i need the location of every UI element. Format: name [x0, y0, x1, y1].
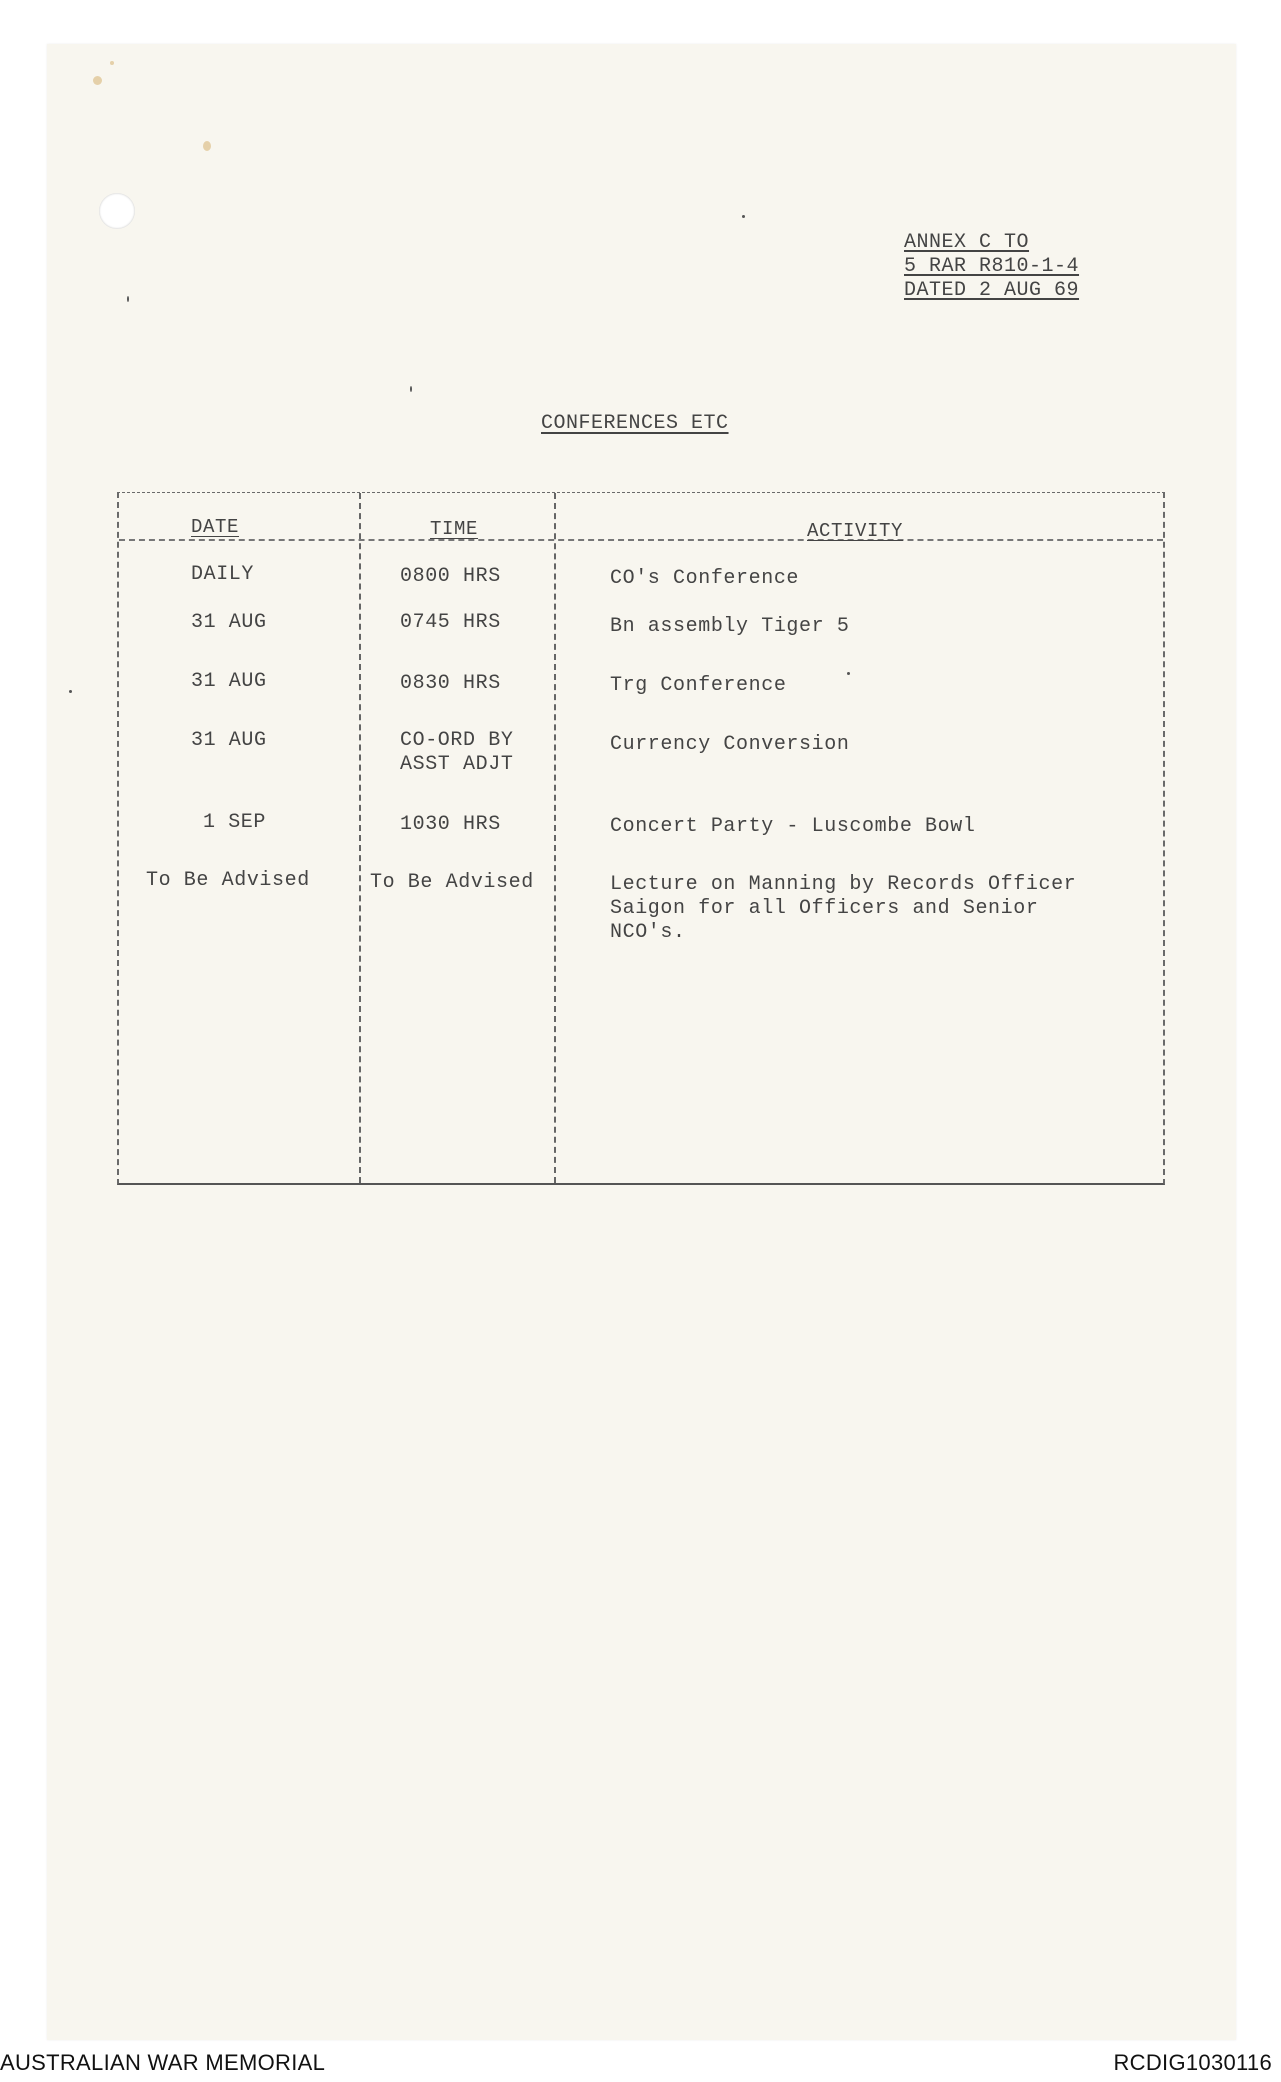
header-time: TIME	[430, 518, 479, 540]
row-2-time: 0745 HRS	[400, 611, 501, 634]
annex-line-3: DATED 2 AUG 69	[904, 279, 1080, 302]
paper-stain	[110, 61, 114, 65]
footer-document-id: RCDIG1030116	[1113, 2050, 1272, 2075]
paper-stain	[203, 141, 211, 151]
header-date: DATE	[191, 516, 240, 538]
paper-speck	[742, 215, 745, 218]
document-title: CONFERENCES ETC	[541, 412, 729, 435]
row-5-date: 1 SEP	[203, 811, 267, 834]
row-6-date: To Be Advised	[146, 869, 310, 892]
paper-stain	[93, 76, 102, 85]
row-5-activity: Concert Party - Luscombe Bowl	[610, 815, 976, 838]
annex-reference	[904, 231, 1079, 303]
paper-speck	[69, 690, 72, 693]
row-1-date: DAILY	[191, 563, 255, 586]
row-4-activity: Currency Conversion	[610, 733, 850, 756]
row-3-time: 0830 HRS	[400, 672, 501, 695]
row-6-activity: Lecture on Manning by Records Officer Saigon for all Officers and Senior NCO's.	[610, 873, 1077, 944]
schedule-table	[117, 492, 1165, 1185]
row-2-date: 31 AUG	[191, 611, 267, 634]
row-5-time: 1030 HRS	[400, 813, 501, 836]
row-1-activity: CO's Conference	[610, 567, 800, 590]
column-divider	[359, 493, 361, 1183]
annex-line-1: ANNEX C TO	[904, 231, 1030, 254]
row-4-time: CO-ORD BY ASST ADJT	[400, 729, 514, 776]
header-divider	[119, 539, 1163, 541]
column-divider	[554, 493, 556, 1183]
header-activity: ACTIVITY	[807, 520, 904, 542]
paper-speck	[127, 296, 129, 302]
annex-line-2: 5 RAR R810-1-4	[904, 255, 1080, 278]
footer-archive-name: AUSTRALIAN WAR MEMORIAL	[0, 2050, 326, 2075]
row-1-time: 0800 HRS	[400, 565, 501, 588]
row-3-date: 31 AUG	[191, 670, 267, 693]
paper-speck	[410, 386, 412, 392]
row-4-date: 31 AUG	[191, 729, 267, 752]
row-3-activity: Trg Conference	[610, 674, 787, 697]
row-2-activity: Bn assembly Tiger 5	[610, 615, 850, 638]
row-6-time: To Be Advised	[370, 871, 534, 894]
punch-hole	[99, 193, 135, 229]
